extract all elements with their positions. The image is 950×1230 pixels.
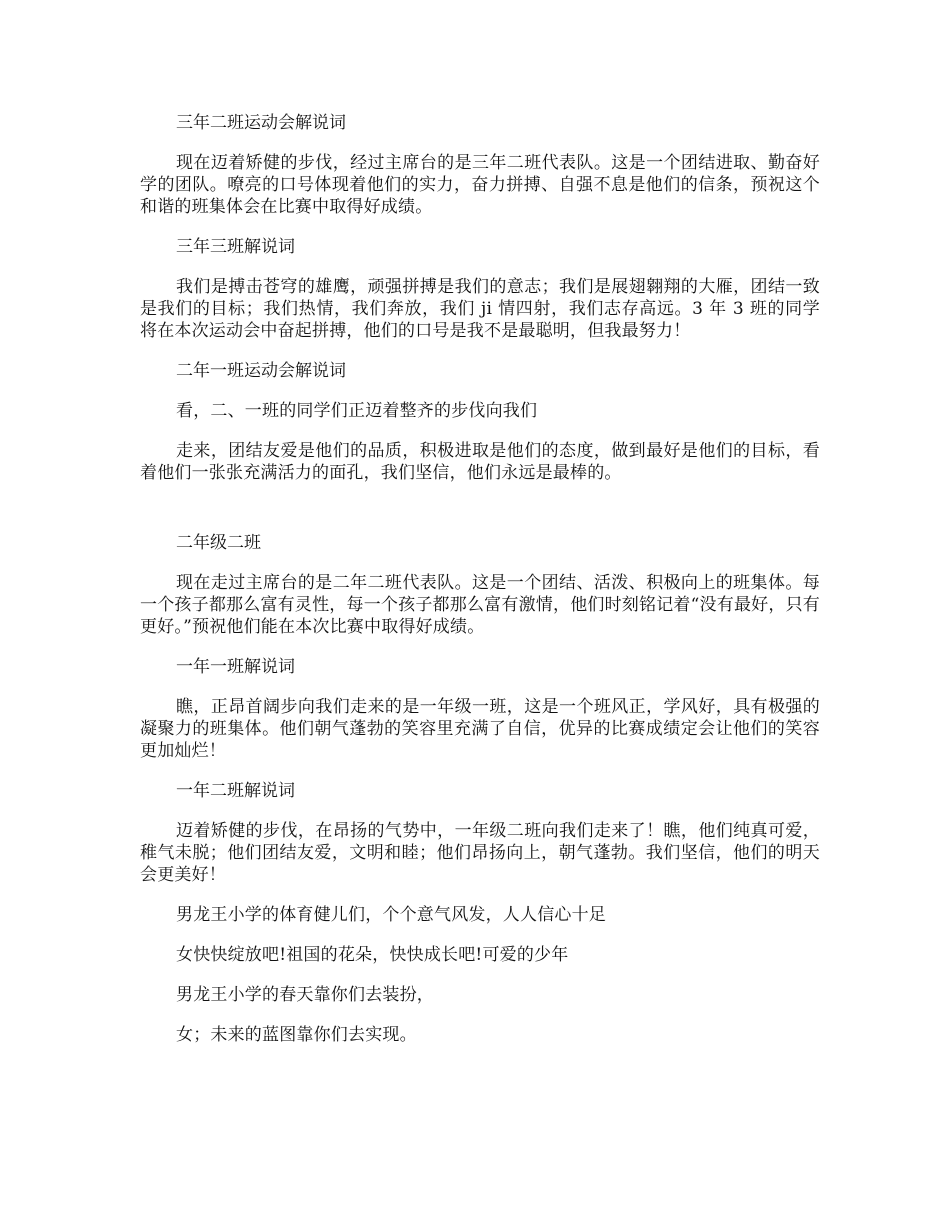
section-heading-class-1-2: 一年二班解说词 bbox=[176, 781, 295, 801]
paragraph-class-2-1-intro: 看，二、一班的同学们正迈着整齐的步伐向我们 bbox=[176, 401, 538, 421]
document-page bbox=[140, 112, 820, 1064]
paragraph-class-2-2: 现在走过主席台的是二年二班代表队。这是一个团结、活泼、积极向上的班集体。每一个孩子都那么富有灵性，每一个孩子都那么富有激情，他们时刻铭记着“没有最好，只有更好。”预祝他们能在本次比赛中取得好成绩。 bbox=[140, 573, 820, 637]
closing-line-1: 男龙王小学的体育健儿们，个个意气风发，人人信心十足 bbox=[176, 905, 606, 925]
section-gap bbox=[140, 502, 820, 532]
closing-line-3: 男龙王小学的春天靠你们去装扮， bbox=[176, 985, 434, 1005]
paragraph-class-2-1: 走来，团结友爱是他们的品质，积极进取是他们的态度，做到最好是他们的目标，看着他们一张张充满活力的面孔，我们坚信，他们永远是最棒的。 bbox=[140, 441, 820, 483]
closing-line-2: 女快快绽放吧!祖国的花朵，快快成长吧!可爱的少年 bbox=[176, 945, 569, 965]
section-heading-class-2-1: 二年一班运动会解说词 bbox=[176, 361, 346, 381]
paragraph-class-3-3: 我们是搏击苍穹的雄鹰，顽强拼搏是我们的意志；我们是展翅翱翔的大雁，团结一致是我们的目标；我们热情，我们奔放，我们 ji 情四射，我们志存高远。3 年 3 班的同学将在本次运动会中奋起拼搏，他们的口号是我不是最聪明，但我最努力！ bbox=[140, 277, 820, 341]
section-heading-class-3-3: 三年三班解说词 bbox=[176, 237, 295, 257]
closing-line-4: 女；未来的蓝图靠你们去实现。 bbox=[176, 1025, 417, 1045]
section-heading-class-1-1: 一年一班解说词 bbox=[176, 657, 295, 677]
paragraph-class-1-2: 迈着矫健的步伐，在昂扬的气势中，一年级二班向我们走来了！瞧，他们纯真可爱，稚气未脱；他们团结友爱，文明和睦；他们昂扬向上，朝气蓬勃。我们坚信，他们的明天会更美好！ bbox=[140, 821, 820, 885]
paragraph-class-1-1: 瞧，正昂首阔步向我们走来的是一年级一班，这是一个班风正，学风好，具有极强的凝聚力的班集体。他们朝气蓬勃的笑容里充满了自信，优异的比赛成绩定会让他们的笑容更加灿烂！ bbox=[140, 697, 820, 761]
paragraph-class-3-2: 现在迈着矫健的步伐，经过主席台的是三年二班代表队。这是一个团结进取、勤奋好学的团队。嘹亮的口号体现着他们的实力，奋力拼搏、自强不息是他们的信条，预祝这个和谐的班集体会在比赛中取得好成绩。 bbox=[140, 153, 820, 217]
section-heading-class-2-2: 二年级二班 bbox=[176, 533, 261, 553]
section-heading-class-3-2: 三年二班运动会解说词 bbox=[176, 113, 346, 133]
